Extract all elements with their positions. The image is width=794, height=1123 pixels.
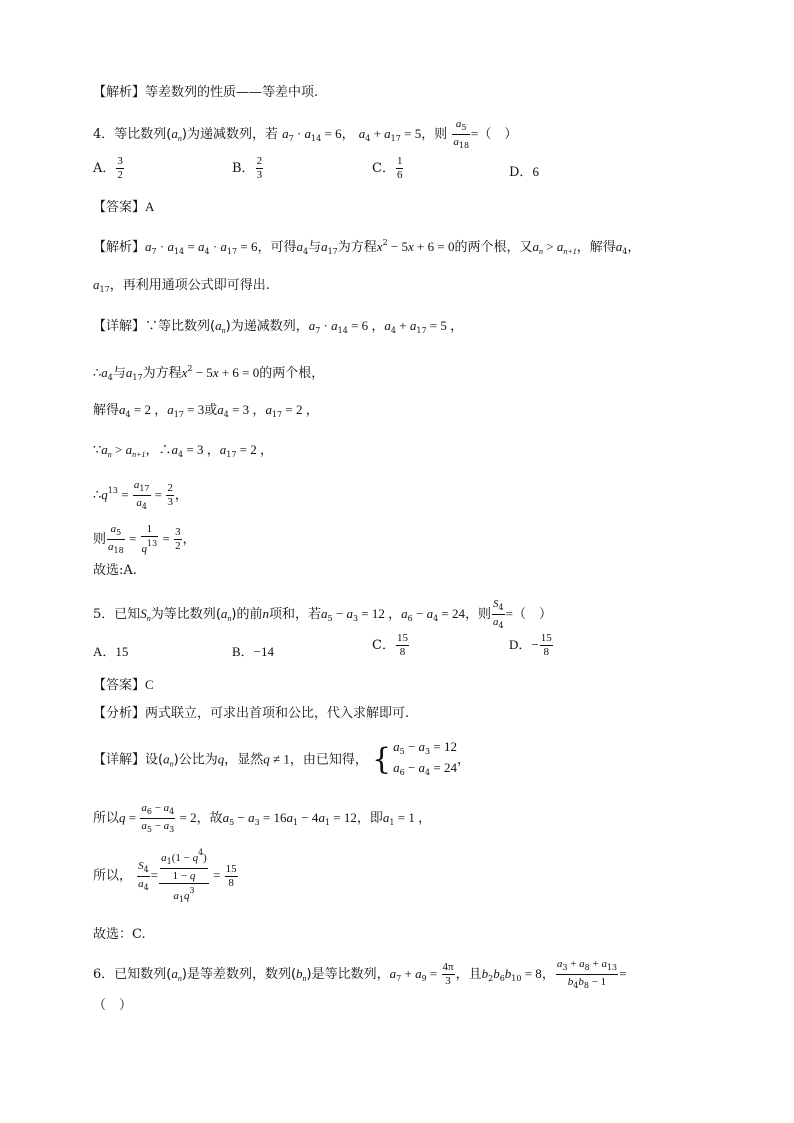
q4-final: 故选:A.: [93, 563, 137, 578]
q4-detail-line2: $\therefore a_4$与$a_{17}$为方程$x^2 - 5x + 6 = 0$的两个根，: [93, 364, 325, 382]
q4-option-c[interactable]: C． $\frac{1}{6}$: [372, 155, 403, 181]
q4-detail-line4: $\because a_n > a_{n+1}$，$\therefore a_4 = 3$ ，$a_{17} = 2$ ，: [93, 442, 274, 459]
q4-option-b[interactable]: B． $\frac{2}{3}$: [232, 155, 263, 181]
q5-detail-line3: 所以， $\frac{S_4}{a_4}$ = $\frac{\frac{a_1(1 - q^4)}{1 - q}}{a_1q^3}$ = $\frac{15}{8}$: [93, 848, 237, 904]
q4-stem: 4．等比数列$(a_n)$为递减数列，若 $a_7 \cdot a_{14} = 6$， $a_4 + a_{17} = 5$，则 $\frac{a_5}{a_{18}}$ =（ ）: [93, 118, 518, 150]
q5-detail-line2: 所以q = $\frac{a_6 - a_4}{a_5 - a_3}$ = 2，故$a_5 - a_3 = 16a_1 - 4a_1 = 12$，即$a_1 = 1$ ，: [93, 802, 432, 834]
q5-option-c[interactable]: C． $\frac{15}{8}$: [372, 632, 408, 658]
q4-option-a[interactable]: A． $\frac{3}{2}$: [93, 155, 123, 181]
q4-detail-line3: 解得$a_4 = 2$ ，$a_{17} = 3$或$a_4 = 3$ ，$a_{17} = 2$ ，: [93, 402, 319, 419]
analysis-text: 等差数列的性质——等差中项.: [145, 85, 319, 100]
q5-stem: 5．已知$S_n$为等比数列$(a_n)$的前n项和，若$a_5 - a_3 = 12$ ，$a_6 - a_4 = 24$，则 $\frac{S_4}{a_4}$ =（ ）: [93, 598, 552, 630]
q4-detail-line5: $\therefore q^{13}$ = $\frac{a_{17}}{a_4}$ = $\frac{2}{3}$ ，: [93, 479, 188, 511]
q4-detail-line6: 则 $\frac{a_5}{a_{18}}$ = $\frac{1}{q^{13}}$ = $\frac{3}{2}$ ，: [93, 523, 196, 555]
q4-analysis-line2: $a_{17}$，再利用通项公式即可得出.: [93, 277, 270, 294]
q4-option-d[interactable]: D．6: [509, 164, 539, 180]
q5-analysis: 【分析】两式联立，可求出首项和公比，代入求解即可.: [93, 706, 410, 721]
q5-detail-line1: 【详解】设$(a_n)$公比为q，显然q ≠ 1，由已知得， { $a_5 - a_3 = 12$ $a_6 - a_4 = 24$ ，: [93, 739, 470, 777]
q6-paren: （ ）: [93, 998, 133, 1013]
analysis-tag: 【解析】: [93, 85, 146, 100]
q5-option-a[interactable]: A．15: [93, 644, 129, 659]
q4-answer: 【答案】A: [93, 199, 155, 215]
q4-analysis-line1: 【解析】$a_7 \cdot a_{14} = a_4 \cdot a_{17} = 6$，可得$a_4$与$a_{17}$为方程$x^2 - 5x + 6 = 0$的两个根，又$a_n > a_{n+1}$，解得$a_4$，: [93, 238, 641, 256]
q4-detail-line1: 【详解】∵等比数列$(a_n)$为递减数列，$a_7 \cdot a_{14} = 6$ ，$a_4 + a_{17} = 5$ ，: [93, 318, 464, 335]
q5-option-d[interactable]: D．− $\frac{15}{8}$: [509, 632, 552, 658]
q3-analysis-line: [93, 84, 318, 102]
q5-final: 故选：C.: [93, 927, 146, 942]
q5-answer: 【答案】C: [93, 677, 154, 693]
q5-option-b[interactable]: B．−14: [232, 644, 275, 659]
q6-stem: 6．已知数列$(a_n)$是等差数列，数列$(b_n)$是等比数列，$a_7 + a_9$ = $\frac{4\pi}{3}$ ，且$b_2b_6b_{10} = 8$， $\frac{a_3 + a_8 + a_{13}}{b_4b_8 - 1}$ =: [93, 958, 627, 990]
